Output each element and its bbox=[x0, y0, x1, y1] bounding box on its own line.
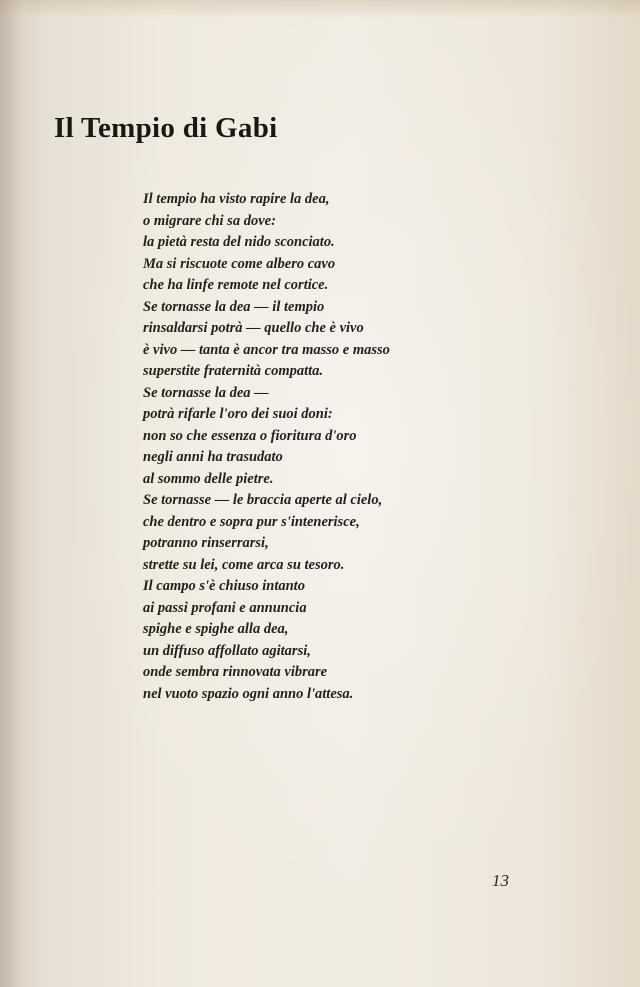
poem-line: non so che essenza o fioritura d'oro bbox=[143, 427, 357, 444]
poem-line: onde sembra rinnovata vibrare bbox=[143, 664, 328, 680]
poem-line: che dentro e sopra pur s'intenerisce, bbox=[143, 513, 360, 530]
poem-line: Il campo s'è chiuso intanto bbox=[143, 578, 305, 594]
poem-line: Se tornasse la dea — il tempio bbox=[143, 298, 325, 315]
poem-line: è vivo — tanta è ancor tra masso e masso bbox=[143, 341, 390, 358]
poem-line: spighe e spighe alla dea, bbox=[143, 621, 289, 637]
poem-line: al sommo delle pietre. bbox=[143, 470, 274, 487]
poem-line: la pietà resta del nido sconciato. bbox=[143, 234, 335, 250]
poem-line: che ha linfe remote nel cortice. bbox=[143, 277, 329, 293]
poem-body bbox=[143, 189, 483, 705]
poem-line: superstite fraternità compatta. bbox=[143, 363, 324, 379]
poem-line: Se tornasse — le braccia aperte al cielo, bbox=[143, 492, 383, 508]
poem-line: negli anni ha trasudato bbox=[143, 449, 283, 465]
poem-line: ai passi profani e annuncia bbox=[143, 599, 307, 616]
poem-line: Ma si riscuote come albero cavo bbox=[143, 255, 336, 272]
poem-line: un diffuso affollato agitarsi, bbox=[143, 642, 311, 659]
page-number: 13 bbox=[492, 871, 509, 890]
poem-line: rinsaldarsi potrà — quello che è vivo bbox=[143, 320, 364, 336]
poem-line: potranno rinserrarsi, bbox=[143, 535, 269, 551]
poem-line: Se tornasse la dea — bbox=[143, 384, 269, 401]
poem-line: strette su lei, come arca su tesoro. bbox=[143, 556, 345, 573]
poem-title: Il Tempio di Gabi bbox=[54, 112, 278, 144]
poem-line: Il tempio ha visto rapire la dea, bbox=[143, 191, 330, 207]
poem-line: o migrare chi sa dove: bbox=[143, 212, 276, 229]
page-binding-shadow bbox=[0, 0, 22, 987]
poem-line: nel vuoto spazio ogni anno l'attesa. bbox=[143, 685, 354, 702]
poem-line: potrà rifarle l'oro dei suoi doni: bbox=[143, 406, 333, 422]
page-top-shadow bbox=[0, 0, 640, 18]
